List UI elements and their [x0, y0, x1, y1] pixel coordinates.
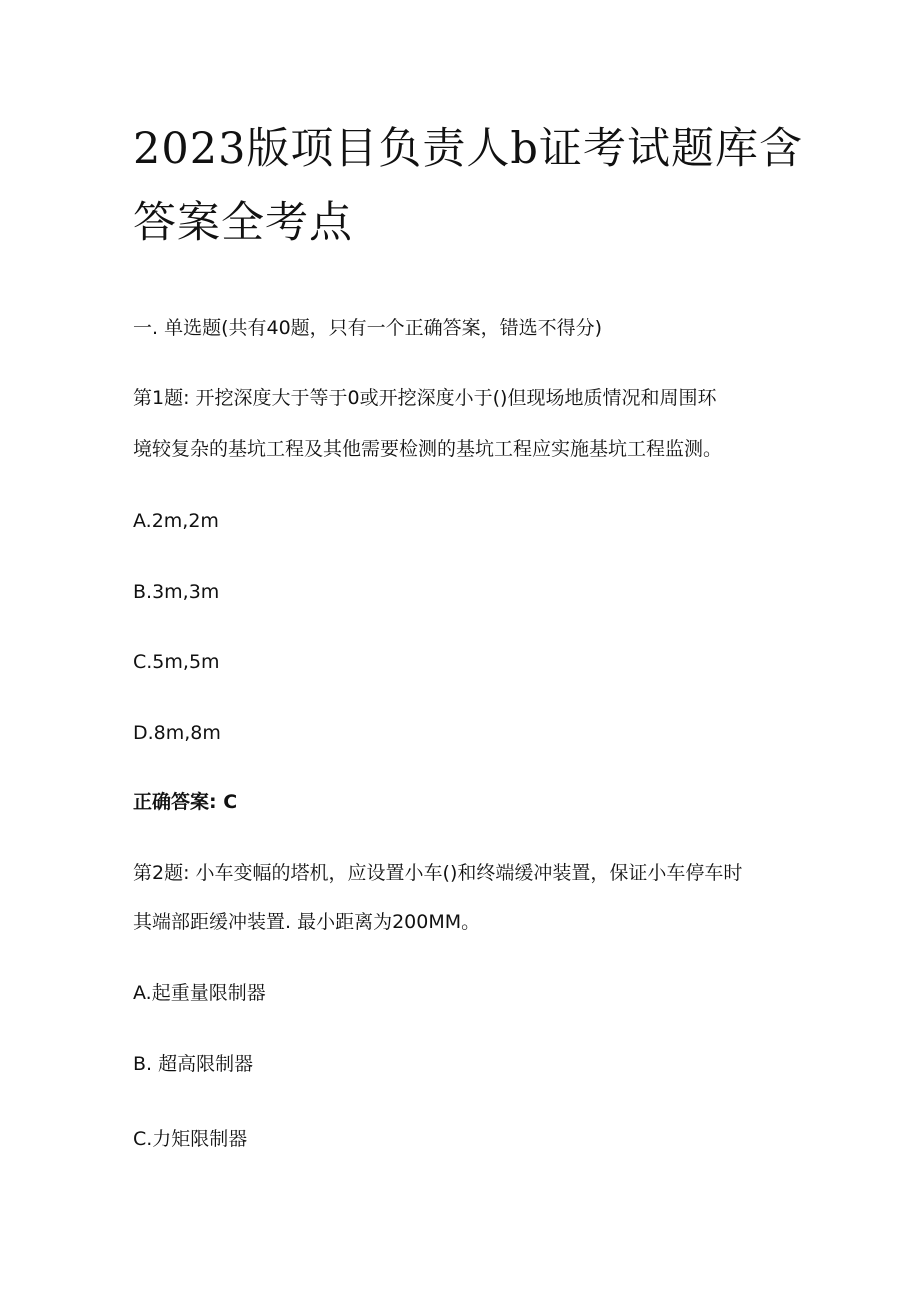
question-2-stem-line-1: 第2题: 小车变幅的塔机，应设置小车()和终端缓冲装置，保证小车停车时 [133, 862, 743, 884]
title-line-1: 2023版项目负责人b证考试题库含 [133, 124, 803, 174]
question-2-option-b: B. 超高限制器 [133, 1053, 254, 1075]
title-line-2: 答案全考点 [133, 198, 353, 248]
question-1-option-b: B.3m,3m [133, 581, 220, 603]
question-2-option-a: A.起重量限制器 [133, 982, 266, 1004]
question-2-option-c: C.力矩限制器 [133, 1128, 248, 1150]
question-2-stem-line-2: 其端部距缓冲装置. 最小距离为200MM。 [133, 911, 481, 933]
question-1-option-a: A.2m,2m [133, 510, 219, 532]
question-1-stem-line-2: 境较复杂的基坑工程及其他需要检测的基坑工程应实施基坑工程监测。 [133, 438, 723, 460]
section-header: 一. 单选题(共有40题，只有一个正确答案，错选不得分) [133, 317, 603, 339]
question-1-stem-line-1: 第1题: 开挖深度大于等于0或开挖深度小于()但现场地质情况和周围环 [133, 387, 717, 409]
question-1-answer: 正确答案: C [133, 791, 238, 813]
document-title [133, 112, 813, 260]
question-1-option-d: D.8m,8m [133, 722, 221, 744]
question-1-option-c: C.5m,5m [133, 651, 220, 673]
